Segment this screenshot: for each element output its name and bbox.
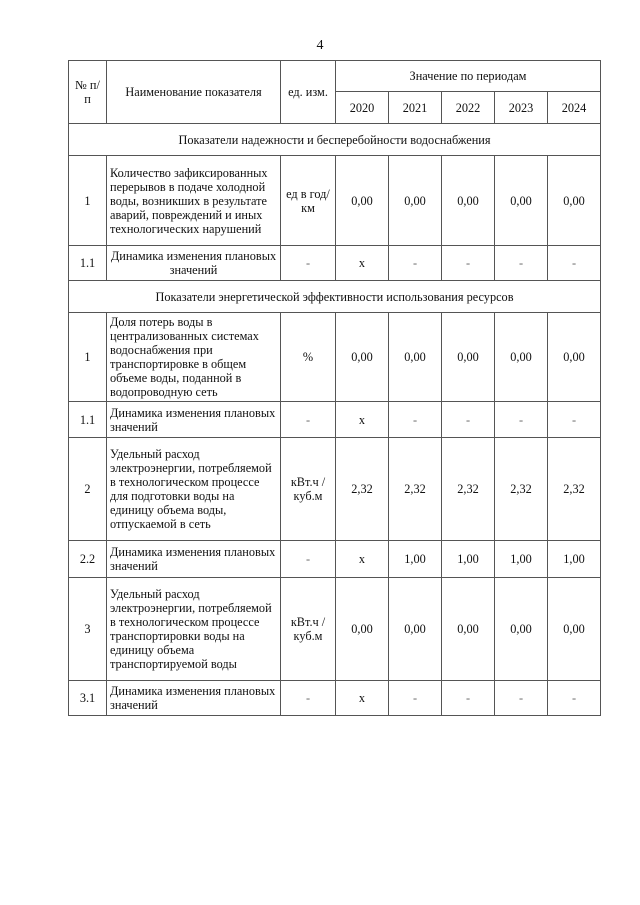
row-name: Динамика изменения плановых значений	[107, 246, 281, 281]
row-value: x	[336, 402, 389, 438]
row-value: -	[548, 681, 601, 716]
header-year: 2021	[389, 92, 442, 124]
row-value: 0,00	[442, 156, 495, 246]
row-value: 0,00	[389, 578, 442, 681]
row-name: Динамика изменения плановых значений	[107, 681, 281, 716]
table-row	[69, 246, 601, 281]
table-row	[69, 402, 601, 438]
indicators-table	[68, 60, 601, 716]
row-name: Удельный расход электроэнергии, потребляемой в технологическом процессе транспортировки воды на единицу объема транспортируемой воды	[107, 578, 281, 681]
row-value: 1,00	[495, 541, 548, 578]
row-value: 2,32	[548, 438, 601, 541]
header-periods: Значение по периодам	[336, 61, 601, 92]
table-row	[69, 578, 601, 681]
row-num: 1.1	[69, 246, 107, 281]
row-value: 0,00	[548, 578, 601, 681]
row-value: -	[548, 246, 601, 281]
row-unit: -	[281, 246, 336, 281]
row-value: -	[442, 681, 495, 716]
row-value: 0,00	[495, 156, 548, 246]
header-year: 2023	[495, 92, 548, 124]
row-value: 0,00	[548, 313, 601, 402]
row-unit: %	[281, 313, 336, 402]
row-unit: ед в год/ км	[281, 156, 336, 246]
row-value: -	[548, 402, 601, 438]
row-value: 2,32	[442, 438, 495, 541]
row-num: 2	[69, 438, 107, 541]
table-row	[69, 681, 601, 716]
row-name: Динамика изменения плановых значений	[107, 541, 281, 578]
row-value: 2,32	[389, 438, 442, 541]
row-value: -	[495, 681, 548, 716]
row-value: -	[442, 402, 495, 438]
row-value: -	[389, 681, 442, 716]
row-value: x	[336, 541, 389, 578]
header-unit: ед. изм.	[281, 61, 336, 124]
row-num: 3.1	[69, 681, 107, 716]
header-year: 2022	[442, 92, 495, 124]
header-name: Наименование показателя	[107, 61, 281, 124]
row-unit: -	[281, 681, 336, 716]
row-name: Динамика изменения плановых значений	[107, 402, 281, 438]
table-row	[69, 438, 601, 541]
row-value: 0,00	[548, 156, 601, 246]
row-value: 0,00	[442, 313, 495, 402]
row-value: 1,00	[548, 541, 601, 578]
section-title: Показатели энергетической эффективности использования ресурсов	[69, 281, 601, 313]
row-value: 0,00	[389, 156, 442, 246]
section-row	[69, 124, 601, 156]
row-unit: кВт.ч / куб.м	[281, 438, 336, 541]
section-row	[69, 281, 601, 313]
row-num: 1	[69, 313, 107, 402]
row-value: -	[389, 246, 442, 281]
row-value: 1,00	[442, 541, 495, 578]
row-value: 0,00	[336, 313, 389, 402]
row-value: 0,00	[389, 313, 442, 402]
row-value: -	[495, 402, 548, 438]
row-num: 3	[69, 578, 107, 681]
row-name: Количество зафиксированных перерывов в подаче холодной воды, возникших в результате аварий, повреждений и иных технологических нарушений	[107, 156, 281, 246]
section-title: Показатели надежности и бесперебойности водоснабжения	[69, 124, 601, 156]
header-num: № п/п	[69, 61, 107, 124]
table-row	[69, 541, 601, 578]
row-value: 0,00	[442, 578, 495, 681]
row-value: 0,00	[336, 156, 389, 246]
row-num: 1.1	[69, 402, 107, 438]
row-value: 1,00	[389, 541, 442, 578]
table-body	[69, 124, 601, 716]
row-value: 0,00	[495, 578, 548, 681]
row-unit: -	[281, 541, 336, 578]
row-value: 2,32	[336, 438, 389, 541]
row-value: -	[495, 246, 548, 281]
table-header	[69, 61, 601, 124]
row-num: 2.2	[69, 541, 107, 578]
row-num: 1	[69, 156, 107, 246]
row-value: 0,00	[336, 578, 389, 681]
row-value: -	[389, 402, 442, 438]
row-value: x	[336, 681, 389, 716]
row-name: Доля потерь воды в централизованных системах водоснабжения при транспортировке в общем объеме воды, поданной в водопроводную сеть	[107, 313, 281, 402]
page-number: 4	[316, 38, 324, 53]
header-year: 2024	[548, 92, 601, 124]
table-row	[69, 313, 601, 402]
row-value: -	[442, 246, 495, 281]
row-value: 2,32	[495, 438, 548, 541]
table-row	[69, 156, 601, 246]
row-value: x	[336, 246, 389, 281]
row-value: 0,00	[495, 313, 548, 402]
row-unit: кВт.ч / куб.м	[281, 578, 336, 681]
row-name: Удельный расход электроэнергии, потребляемой в технологическом процессе для подготовки воды на единицу объема воды, отпускаемой в сеть	[107, 438, 281, 541]
header-year: 2020	[336, 92, 389, 124]
row-unit: -	[281, 402, 336, 438]
